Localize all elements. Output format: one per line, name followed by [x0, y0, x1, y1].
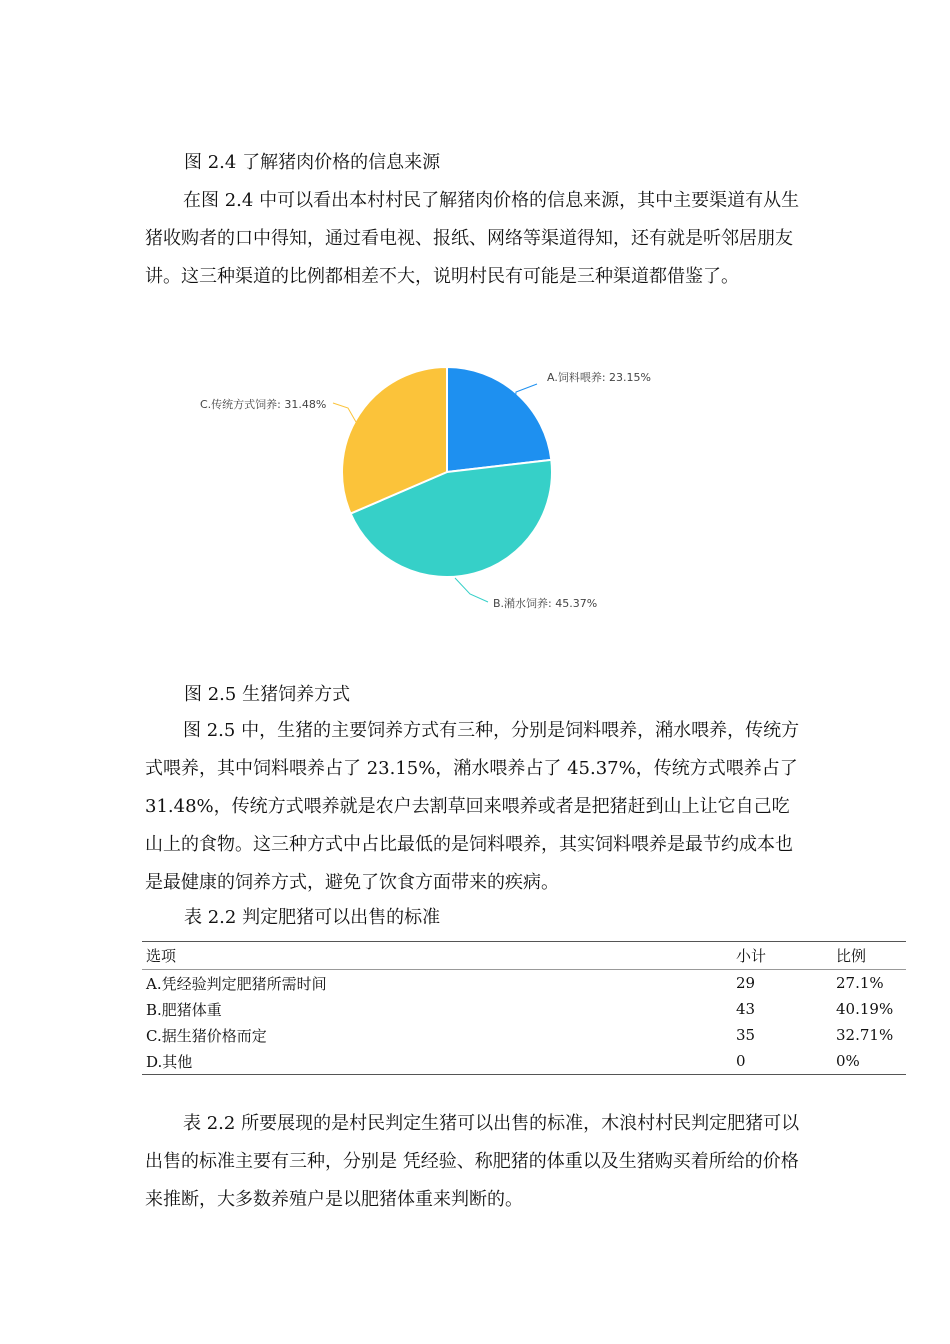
row-ratio: 32.71%	[836, 1026, 894, 1044]
pie-label-a: A.饲料喂养: 23.15%	[547, 371, 651, 384]
figure-2-5-caption: 图 2.5 生猪饲养方式	[184, 684, 351, 705]
pie-slice-a	[447, 367, 551, 472]
pie-slices	[342, 367, 552, 577]
pie-label-b: B.潲水饲养: 45.37%	[493, 597, 598, 610]
pie-slice-c-leader-line	[333, 403, 356, 422]
figure-2-4-caption: 图 2.4 了解猪肉价格的信息来源	[184, 152, 441, 173]
table-row	[142, 970, 906, 997]
row-ratio: 40.19%	[836, 1000, 894, 1018]
table-row	[142, 1022, 906, 1048]
row-option: D.其他	[142, 1048, 732, 1075]
table-2-2-paragraph: 表 2.2 所要展现的是村民判定生猪可以出售的标准，木浪村村民判定肥猪可以出售的标准主要有三种，分别是 凭经验、称肥猪的体重以及生猪购买着所给的价格来推断，大多数养殖户是以肥猪体重来判断的。	[145, 1113, 800, 1210]
row-count: 0	[732, 1048, 832, 1075]
row-option: C.据生猪价格而定	[146, 1026, 267, 1045]
table-row	[142, 996, 906, 1022]
table-2-2-caption: 表 2.2 判定肥猪可以出售的标准	[184, 907, 441, 928]
row-count: 43	[736, 1000, 756, 1018]
table-row	[142, 1048, 906, 1075]
row-option: A.凭经验判定肥猪所需时间	[146, 974, 327, 993]
row-option: B.肥猪体重	[146, 1000, 222, 1019]
sale-criteria-table	[142, 941, 906, 1075]
header-ratio: 比例	[832, 942, 906, 970]
row-count: 35	[736, 1026, 756, 1044]
header-count: 小计	[732, 942, 832, 970]
row-ratio: 0%	[832, 1048, 906, 1075]
pie-label-c: C.传统方式饲养: 31.48%	[200, 398, 327, 411]
pie-slice-b-leader-line	[455, 578, 488, 602]
row-count: 29	[736, 974, 756, 992]
header-option: 选项	[142, 942, 732, 970]
feeding-method-pie-chart	[180, 350, 700, 630]
table-header-row	[142, 942, 906, 970]
figure-2-4-paragraph: 在图 2.4 中可以看出本村村民了解猪肉价格的信息来源，其中主要渠道有从生猪收购者的口中得知，通过看电视、报纸、网络等渠道得知，还有就是听邻居朋友讲。这三种渠道的比例都相差不大，说明村民有可能是三种渠道都借鉴了。	[145, 190, 800, 287]
figure-2-5-paragraph: 图 2.5 中，生猪的主要饲养方式有三种，分别是饲料喂养，潲水喂养，传统方式喂养，其中饲料喂养占了 23.15%，潲水喂养占了 45.37%，传统方式喂养占了 31.48%，传统方式喂养就是农户去割草回来喂养或者是把猪赶到山上让它自己吃山上的食物。这三种方式中占比最低的是饲料喂养，其实饲料喂养是最节约成本也是最健康的饲养方式，避免了饮食方面带来的疾病。	[145, 720, 800, 893]
row-ratio: 27.1%	[836, 974, 884, 992]
